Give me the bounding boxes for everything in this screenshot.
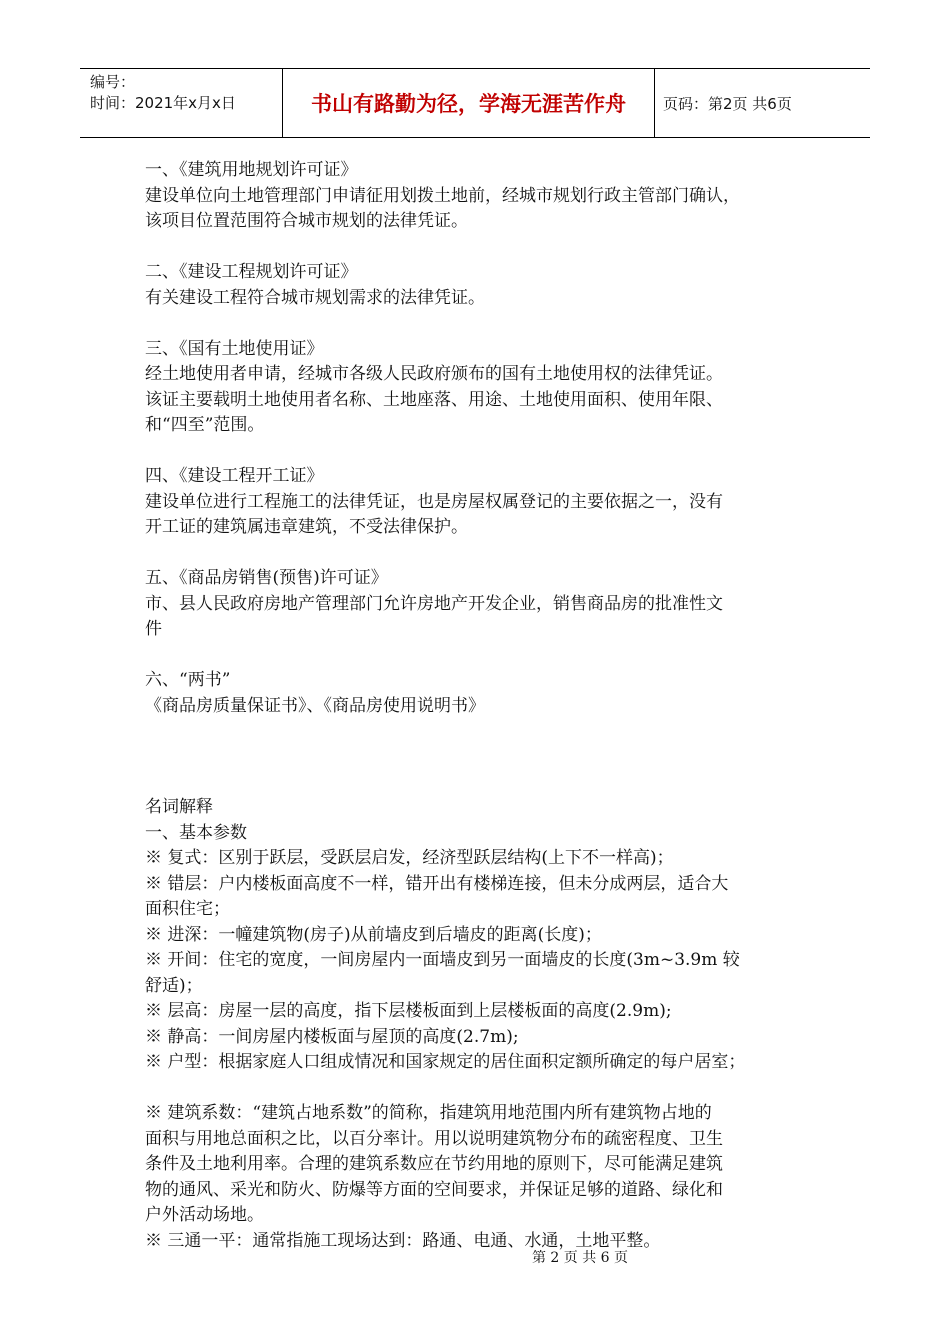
glossary-line: 条件及土地利用率。合理的建筑系数应在节约用地的原则下，尽可能满足建筑 bbox=[145, 1154, 723, 1174]
section-5 bbox=[145, 566, 805, 643]
section-line: 和“四至”范围。 bbox=[145, 415, 265, 435]
document-time-label: 时间：2021年x月x日 bbox=[90, 94, 236, 112]
section-line: 该项目位置范围符合城市规划的法律凭证。 bbox=[145, 211, 468, 231]
section-title: 六、“两书” bbox=[145, 670, 231, 690]
section-line: 开工证的建筑属违章建筑，不受法律保护。 bbox=[145, 517, 468, 537]
glossary-line: 面积与用地总面积之比，以百分率计。用以说明建筑物分布的疏密程度、卫生 bbox=[145, 1128, 723, 1149]
document-body bbox=[145, 158, 805, 1254]
glossary-line: ※ 层高：房屋一层的高度，指下层楼板面到上层楼板面的高度(2.9m); bbox=[145, 1001, 672, 1021]
section-title: 一、《建筑用地规划许可证》 bbox=[145, 160, 358, 180]
glossary-line: 物的通风、采光和防火、防爆等方面的空间要求，并保证足够的道路、绿化和 bbox=[145, 1179, 723, 1200]
section-line: 《商品房质量保证书》、《商品房使用说明书》 bbox=[145, 695, 485, 716]
glossary bbox=[145, 795, 805, 1254]
section-line: 建设单位向土地管理部门申请征用划拨土地前，经城市规划行政主管部门确认， bbox=[145, 185, 740, 206]
section-2 bbox=[145, 260, 805, 311]
section-3 bbox=[145, 337, 805, 439]
glossary-line: ※ 三通一平：通常指施工现场达到：路通、电通、水通，土地平整。 bbox=[145, 1230, 661, 1251]
glossary-line: ※ 错层：户内楼板面高度不一样，错开出有楼梯连接，但未分成两层，适合大 bbox=[145, 873, 729, 894]
section-line: 建设单位进行工程施工的法律凭证，也是房屋权属登记的主要依据之一，没有 bbox=[145, 491, 723, 512]
section-line: 市、县人民政府房地产管理部门允许房地产开发企业，销售商品房的批准性文 bbox=[145, 593, 723, 614]
header-meta bbox=[80, 69, 283, 137]
section-title: 四、《建设工程开工证》 bbox=[145, 466, 324, 486]
section-title: 二、《建设工程规划许可证》 bbox=[145, 262, 358, 282]
glossary-line: 舒适)； bbox=[145, 975, 203, 996]
glossary-line: ※ 户型：根据家庭人口组成情况和国家规定的居住面积定额所确定的每户居室； bbox=[145, 1052, 746, 1072]
document-number-label: 编号： bbox=[90, 73, 136, 91]
glossary-line: ※ 开间：住宅的宽度，一间房屋内一面墙皮到另一面墙皮的长度(3m~3.9m 较 bbox=[145, 950, 740, 970]
page-header bbox=[80, 68, 870, 138]
section-line: 件 bbox=[145, 619, 162, 639]
glossary-heading: 名词解释 bbox=[145, 797, 213, 817]
section-1 bbox=[145, 158, 805, 235]
glossary-line: ※ 静高：一间房屋内楼板面与屋顶的高度(2.7m); bbox=[145, 1026, 519, 1047]
header-motto: 书山有路勤为径，学海无涯苦作舟 bbox=[283, 69, 655, 137]
section-line: 有关建设工程符合城市规划需求的法律凭证。 bbox=[145, 287, 485, 308]
section-line: 该证主要载明土地使用者名称、土地座落、用途、土地使用面积、使用年限、 bbox=[145, 389, 723, 410]
glossary-line: 面积住宅； bbox=[145, 899, 230, 919]
header-page-info: 页码：第2页 共6页 bbox=[663, 94, 792, 113]
section-title: 三、《国有土地使用证》 bbox=[145, 338, 324, 359]
glossary-subheading: 一、基本参数 bbox=[145, 822, 247, 843]
glossary-line: ※ 复式：区别于跃层，受跃层启发，经济型跃层结构(上下不一样高)； bbox=[145, 848, 674, 868]
section-4 bbox=[145, 464, 805, 541]
glossary-line: 户外活动场地。 bbox=[145, 1205, 264, 1225]
glossary-line: ※ 进深：一幢建筑物(房子)从前墙皮到后墙皮的距离(长度)； bbox=[145, 924, 602, 945]
section-6 bbox=[145, 668, 805, 719]
glossary-line: ※ 建筑系数：“建筑占地系数”的简称，指建筑用地范围内所有建筑物占地的 bbox=[145, 1103, 712, 1123]
page-footer: 第 2 页 共 6 页 bbox=[531, 1250, 629, 1266]
section-line: 经土地使用者申请，经城市各级人民政府颁布的国有土地使用权的法律凭证。 bbox=[145, 364, 723, 384]
section-title: 五、《商品房销售(预售)许可证》 bbox=[145, 568, 388, 588]
